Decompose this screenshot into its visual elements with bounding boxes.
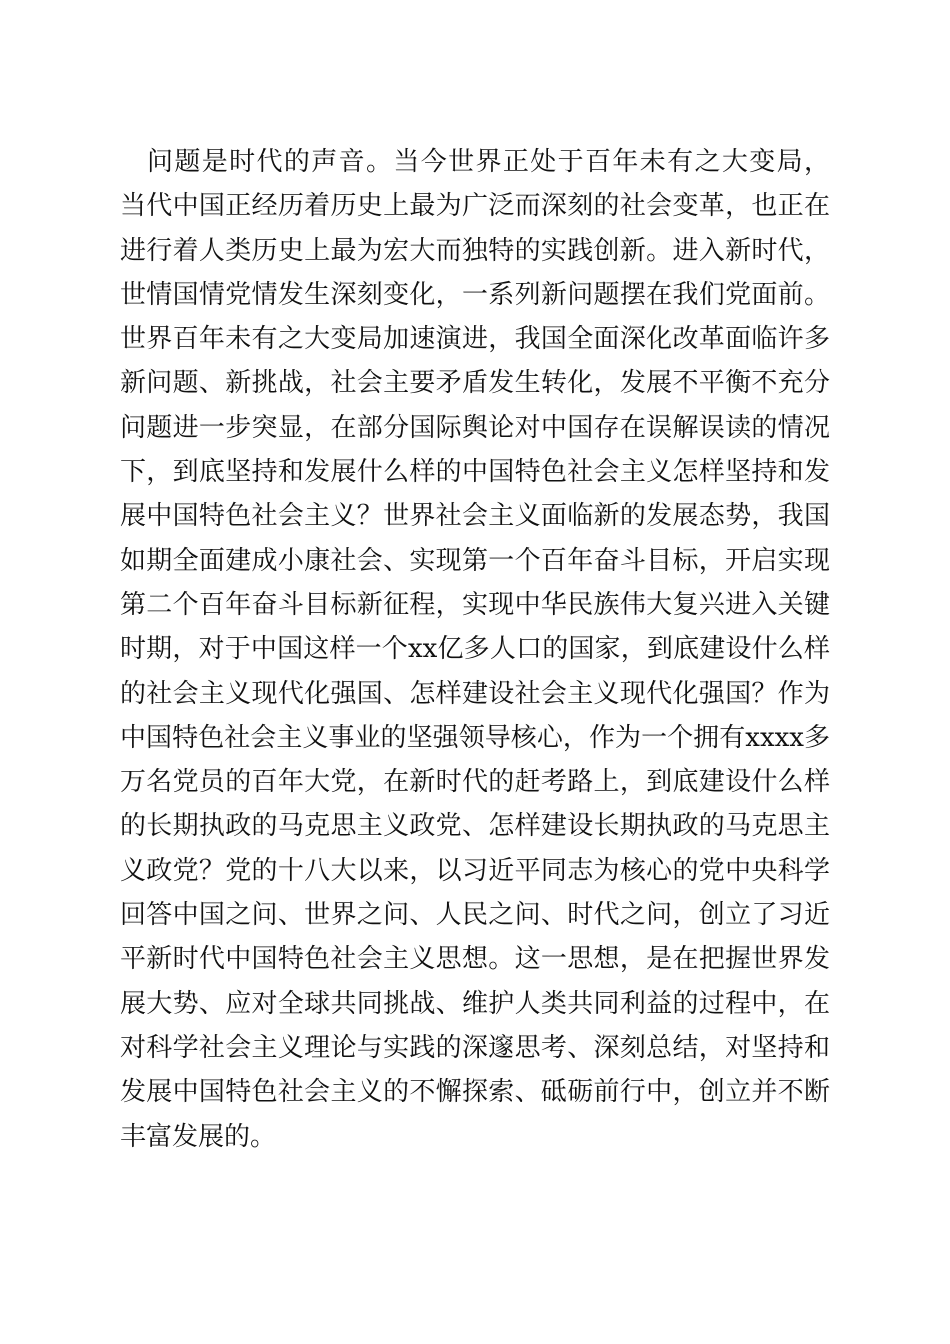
paragraph-line-16: 的长期执政的马克思主义政党、怎样建设长期执政的马克思主 [120,811,830,842]
paragraph-line-6: 新问题、新挑战，社会主要矛盾发生转化，发展不平衡不充分 [120,368,830,399]
paragraph-line-4: 世情国情党情发生深刻变化，一系列新问题摆在我们党面前。 [120,279,830,310]
paragraph-line-17: 义政党？党的十八大以来，以习近平同志为核心的党中央科学 [120,855,830,886]
paragraph-line-8: 下，到底坚持和发展什么样的中国特色社会主义怎样坚持和发 [120,457,830,488]
paragraph-line-10: 如期全面建成小康社会、实现第一个百年奋斗目标，开启实现 [120,545,830,576]
paragraph-line-12: 时期，对于中国这样一个xx亿多人口的国家，到底建设什么样 [120,634,830,665]
paragraph-line-18: 回答中国之问、世界之问、人民之问、时代之问，创立了习近 [120,900,830,931]
paragraph-line-23: 丰富发展的。 [120,1121,277,1152]
paragraph-line-13: 的社会主义现代化强国、怎样建设社会主义现代化强国？作为 [120,678,830,709]
paragraph-line-11: 第二个百年奋斗目标新征程，实现中华民族伟大复兴进入关键 [120,589,830,620]
paragraph-line-9: 展中国特色社会主义？世界社会主义面临新的发展态势，我国 [120,501,830,532]
paragraph-line-22: 发展中国特色社会主义的不懈探索、砥砺前行中，创立并不断 [120,1077,830,1108]
paragraph-line-2: 当代中国正经历着历史上最为广泛而深刻的社会变革，也正在 [120,191,830,222]
paragraph-line-15: 万名党员的百年大党，在新时代的赶考路上，到底建设什么样 [120,767,830,798]
paragraph-line-3: 进行着人类历史上最为宏大而独特的实践创新。进入新时代， [120,235,830,266]
paragraph-line-1: 问题是时代的声音。当今世界正处于百年未有之大变局， [147,147,830,177]
paragraph-line-21: 对科学社会主义理论与实践的深邃思考、深刻总结，对坚持和 [120,1032,830,1063]
body-paragraph [120,140,830,1159]
paragraph-line-19: 平新时代中国特色社会主义思想。这一思想，是在把握世界发 [120,944,830,975]
paragraph-line-7: 问题进一步突显，在部分国际舆论对中国存在误解误读的情况 [120,412,830,443]
paragraph-line-20: 展大势、应对全球共同挑战、维护人类共同利益的过程中，在 [120,988,830,1019]
paragraph-line-14: 中国特色社会主义事业的坚强领导核心，作为一个拥有xxxx多 [120,722,830,753]
paragraph-line-5: 世界百年未有之大变局加速演进，我国全面深化改革面临许多 [120,324,830,355]
